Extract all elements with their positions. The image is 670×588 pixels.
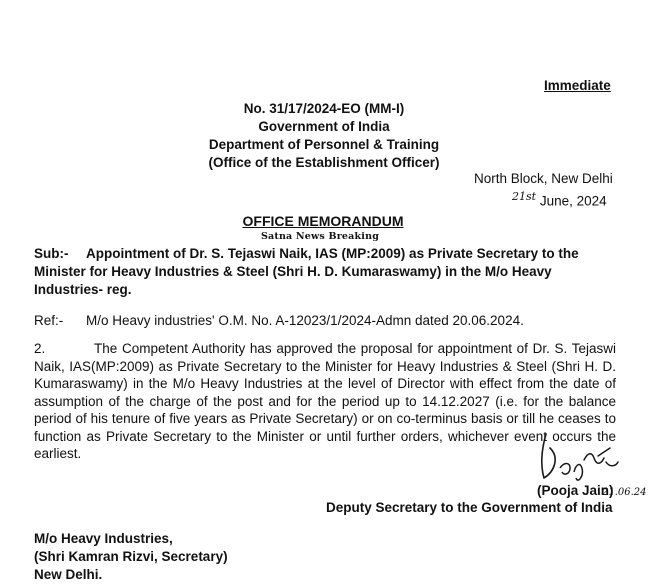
signatory-designation: Deputy Secretary to the Government of India	[326, 500, 613, 515]
priority-label: Immediate	[544, 78, 611, 93]
addressee-line-1: M/o Heavy Industries,	[34, 531, 173, 546]
subject-label: Sub:-	[34, 246, 69, 261]
signature-date: 21.06.24	[602, 487, 647, 498]
date-month-year: June, 2024	[539, 193, 607, 209]
date-day-suffix: st	[526, 190, 537, 203]
addressee-line-3: New Delhi.	[34, 567, 103, 582]
place-line: North Block, New Delhi	[474, 171, 613, 186]
date-line	[512, 188, 607, 211]
reference-block	[34, 312, 524, 330]
memo-title	[0, 213, 640, 229]
reference-label: Ref:-	[34, 313, 64, 328]
reference-text: M/o Heavy industries' O.M. No. A-12023/1/2024-Admn dated 20.06.2024.	[86, 313, 524, 328]
watermark-text: Satna News Breaking	[260, 231, 380, 242]
handwritten-signature	[520, 428, 650, 490]
addressee-block	[34, 530, 228, 584]
government-name: Government of India	[258, 119, 390, 134]
subject-block	[34, 245, 614, 299]
department-name: Department of Personnel & Training	[208, 137, 440, 152]
addressee-line-2: (Shri Kamran Rizvi, Secretary)	[34, 549, 228, 564]
memo-title-text: OFFICE MEMORANDUM	[242, 213, 404, 229]
memo-number: No. 31/17/2024-EO (MM-I)	[243, 101, 405, 116]
signatory-name: (Pooja Jain)	[537, 483, 614, 498]
paragraph-number: 2.	[34, 341, 46, 356]
date-day-handwritten: 21	[512, 190, 526, 203]
letter-header	[0, 100, 618, 172]
paragraph-text: The Competent Authority has approved the proposal for appointment of Dr. S. Tejaswi Naik, IAS(MP:2009) as Private Secretary to the Minister for Heavy Industries & Steel (Shri H. D. Kumaraswamy) in the M/o Heavy Industries at the level of Director with effect from the date of assumption of the charge of the post and for the period up to 14.12.2027 (i.e. for the balance period of his tenure of five years as Private Secretary) or on co-terminus basis or till he ceases to function as Private Secretary to the Minister or until further orders, whichever event occurs the earliest.	[34, 341, 616, 461]
subject-text: Appointment of Dr. S. Tejaswi Naik, IAS (MP:2009) as Private Secretary to the Minister for Heavy Industries & Steel (Shri H. D. Kumaraswamy) in the M/o Heavy Industries- reg.	[34, 246, 579, 297]
office-name: (Office of the Establishment Officer)	[208, 155, 440, 170]
